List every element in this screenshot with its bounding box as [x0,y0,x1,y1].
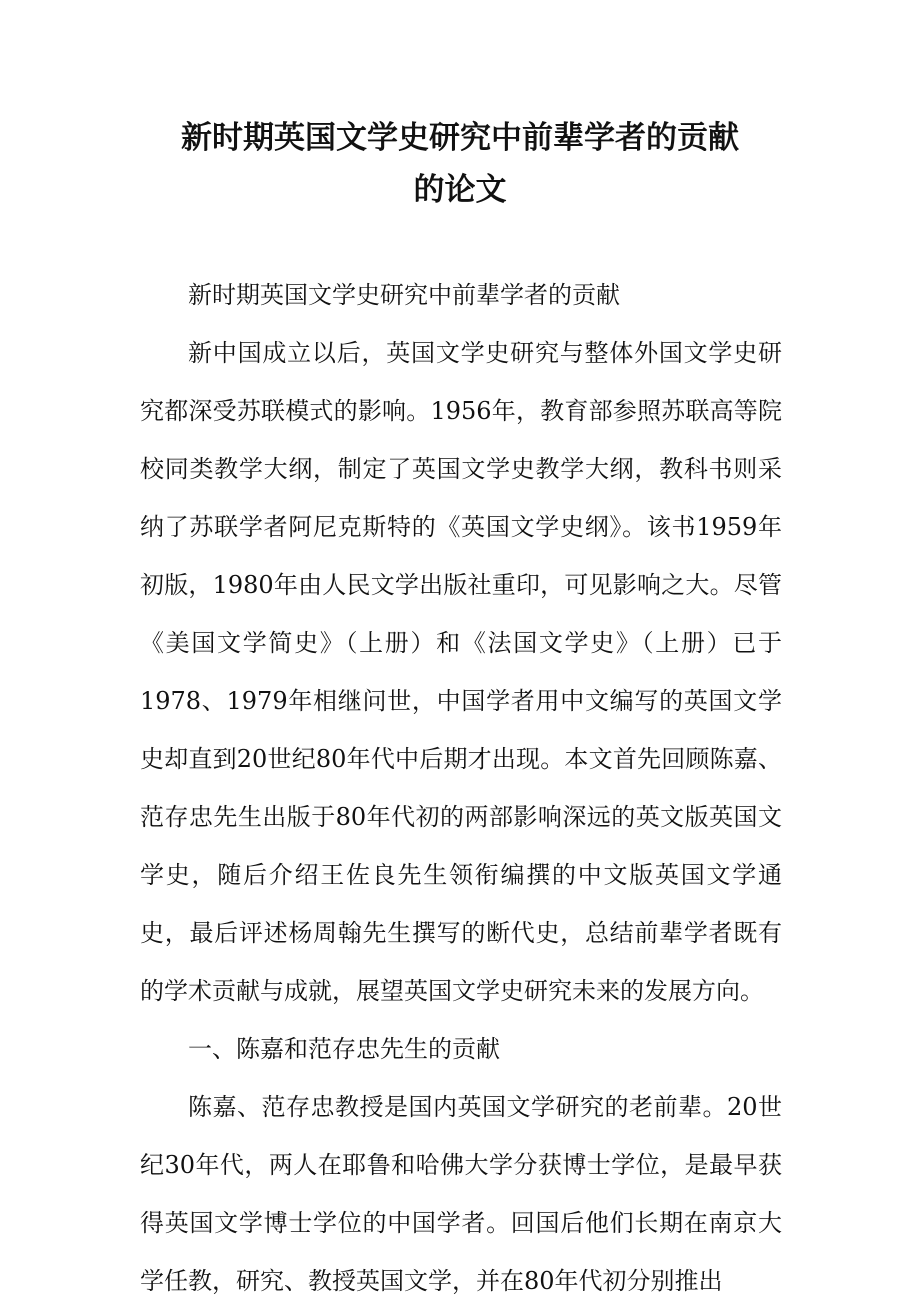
paragraph-intro: 新中国成立以后，英国文学史研究与整体外国文学史研究都深受苏联模式的影响。1956年，教育部参照苏联高等院校同类教学大纲，制定了英国文学史教学大纲，教科书则采纳了苏联学者阿尼克斯特的《英国文学史纲》。该书1959年初版，1980年由人民文学出版社重印，可见影响之大。尽管《美国文学简史》（上册）和《法国文学史》（上册）已于1978、1979年相继问世，中国学者用中文编写的英国文学史却直到20世纪80年代中后期才出现。本文首先回顾陈嘉、范存忠先生出版于80年代初的两部影响深远的英文版英国文学史，随后介绍王佐良先生领衔编撰的中文版英国文学通史，最后评述杨周翰先生撰写的断代史，总结前辈学者既有的学术贡献与成就，展望英国文学史研究未来的发展方向。 [140,339,782,1005]
section-heading: 一、陈嘉和范存忠先生的贡献 [188,1035,500,1063]
document-body [140,266,782,1310]
title-line-2: 的论文 [413,172,507,208]
paragraph-subtitle: 新时期英国文学史研究中前辈学者的贡献 [188,281,620,309]
title-line-1: 新时期英国文学史研究中前辈学者的贡献 [181,120,739,156]
paragraph-section-1: 陈嘉、范存忠教授是国内英国文学研究的老前辈。20世纪30年代，两人在耶鲁和哈佛大学分获博士学位，是最早获得英国文学博士学位的中国学者。回国后他们长期在南京大学任教，研究、教授英国文学，并在80年代初分别推出 [140,1093,782,1295]
document-title [130,112,790,216]
